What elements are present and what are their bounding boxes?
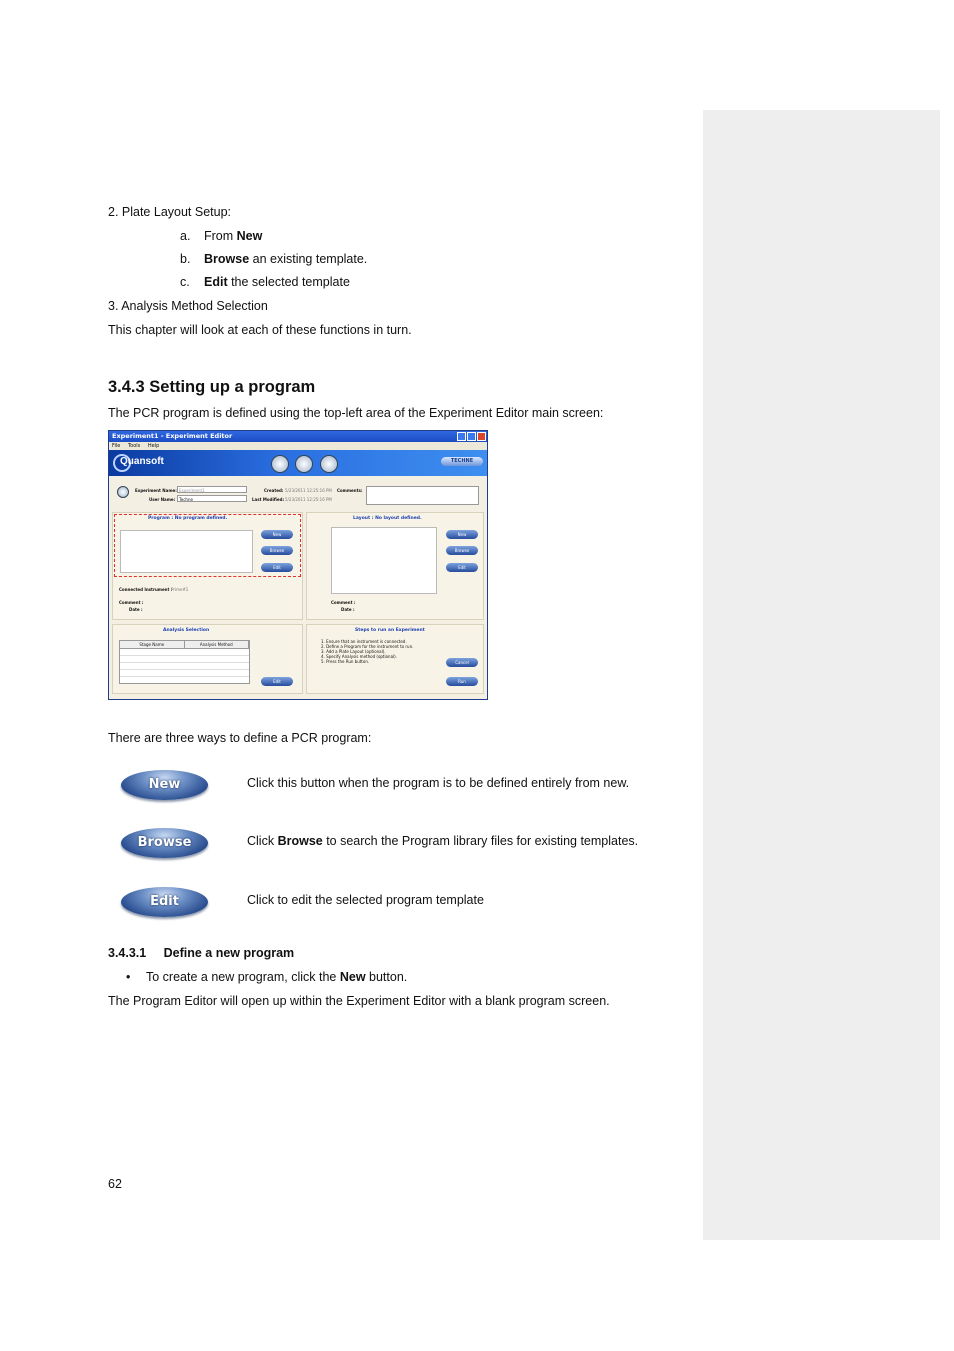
run-button: Run: [446, 677, 478, 686]
instrument-icon: [117, 486, 129, 498]
minimize-icon: [457, 432, 466, 441]
browse-description: [247, 834, 638, 849]
created-label: Created:: [264, 488, 284, 493]
connected-instrument-label: Connected Instrument :: [119, 587, 173, 592]
subsection-heading: 3.4.3.1 Define a new program: [108, 946, 295, 960]
layout-edit-button: Edit: [446, 563, 478, 572]
layout-title: Layout : No layout defined.: [353, 516, 422, 521]
page-number: 62: [108, 1177, 122, 1191]
bullet-icon: •: [126, 970, 131, 984]
list-item-c-marker: c.: [180, 275, 190, 289]
table-row: [120, 663, 249, 670]
program-preview: [120, 530, 253, 573]
created-value: 5/23/2011 12:25:16 PM: [285, 488, 332, 493]
program-new-button: New: [261, 530, 293, 539]
close-icon: [477, 432, 486, 441]
analysis-edit-button: Edit: [261, 677, 293, 686]
menu-help: Help: [147, 443, 160, 449]
program-panel: [112, 512, 303, 620]
analysis-panel: [112, 624, 303, 694]
menu-bar: [109, 442, 487, 450]
layout-panel: [306, 512, 484, 620]
list-item-b-marker: b.: [180, 252, 191, 266]
last-modified-label: Last Modified:: [252, 497, 285, 502]
program-edit-button: Edit: [261, 563, 293, 572]
layout-preview: [331, 527, 437, 594]
browse-description-rest: to search the Program library files for existing templates.: [322, 834, 639, 848]
list-item-a-text: From: [204, 229, 237, 243]
grid-col-analysis-method: Analysis Method: [185, 641, 250, 648]
list-item-c-bold: Edit: [204, 275, 228, 289]
steps-text: 1. Ensure that an instrument is connected. 2. Define a Program for the instrument to run. 3. Add a Plate Layout (optional). 4. Specify Analysis method (optional). 5. Press the Run button.: [321, 639, 414, 664]
section-heading: 3.4.3 Setting up a program: [108, 378, 316, 396]
user-name-label: User Name:: [149, 497, 176, 502]
ways-intro: There are three ways to define a PCR program:: [108, 731, 372, 745]
menu-tools: Tools: [127, 443, 141, 449]
cancel-button: Cancel: [446, 658, 478, 667]
brand-logo: TECHNE: [441, 457, 483, 466]
grid-col-stage-name: Stage Name: [120, 641, 185, 648]
bullet-text-rest: button.: [365, 970, 408, 984]
comments-field: [366, 486, 479, 505]
app-banner: [109, 450, 487, 476]
layout-browse-button: Browse: [446, 546, 478, 555]
program-browse-button: Browse: [261, 546, 293, 555]
table-row: [120, 656, 249, 663]
list-item-b-bold: Browse: [204, 252, 250, 266]
edit-button-image: Edit: [121, 887, 208, 917]
steps-title: Steps to run an Experiment: [355, 628, 425, 633]
list-item-c: [204, 275, 350, 290]
experiment-name-field: Experiment1: [177, 486, 247, 493]
new-description: Click this button when the program is to be defined entirely from new.: [247, 776, 630, 790]
layout-comment-label: Comment :: [331, 600, 356, 605]
browse-button-image: Browse: [121, 828, 208, 858]
save-icon: [295, 455, 313, 473]
closing-text: The Program Editor will open up within the Experiment Editor with a blank program screen.: [108, 994, 610, 1008]
last-modified-value: 5/23/2011 12:25:16 PM: [285, 497, 332, 502]
bullet-text-pre: To create a new program, click the: [146, 970, 340, 984]
list-item-3: 3. Analysis Method Selection: [108, 299, 268, 313]
new-file-icon: [271, 455, 289, 473]
window-title: Experiment1 - Experiment Editor: [112, 432, 233, 440]
chapter-note: This chapter will look at each of these functions in turn.: [108, 323, 412, 337]
program-title: Program : No program defined.: [148, 516, 228, 521]
comments-label: Comments:: [337, 488, 363, 493]
section-intro: The PCR program is defined using the top-left area of the Experiment Editor main screen:: [108, 406, 604, 420]
list-item-c-text: the selected template: [227, 275, 350, 289]
program-date-label: Date :: [129, 607, 143, 612]
analysis-title: Analysis Selection: [163, 628, 210, 633]
bullet-text-bold: New: [339, 970, 366, 984]
maximize-icon: [467, 432, 476, 441]
list-item-a: [204, 229, 262, 244]
table-row: [120, 649, 249, 656]
layout-date-label: Date :: [341, 607, 355, 612]
program-comment-label: Comment :: [119, 600, 144, 605]
window-controls: [457, 432, 486, 441]
list-item-a-marker: a.: [180, 229, 191, 243]
experiment-name-label: Experiment Name:: [135, 488, 177, 493]
list-item-a-bold: New: [236, 229, 263, 243]
edit-description: Click to edit the selected program template: [247, 893, 484, 907]
browse-description-bold: Browse: [277, 834, 323, 848]
table-row: [120, 670, 249, 677]
list-item-b: [204, 252, 367, 267]
list-item-2: 2. Plate Layout Setup:: [108, 205, 232, 219]
browse-description-pre: Click: [247, 834, 278, 848]
experiment-info: [109, 478, 487, 508]
bullet-text: [146, 970, 407, 985]
list-item-b-text: an existing template.: [249, 252, 368, 266]
layout-new-button: New: [446, 530, 478, 539]
comment-margin: [703, 110, 940, 1240]
experiment-editor-screenshot: [108, 430, 488, 700]
window-titlebar: [109, 431, 487, 442]
steps-panel: [306, 624, 484, 694]
user-name-field: Techne: [177, 495, 247, 502]
menu-file: File: [112, 443, 121, 449]
analysis-grid: [119, 640, 250, 684]
app-logo: Quansoft: [120, 456, 164, 467]
connected-instrument-value: Prime#1: [171, 587, 189, 592]
new-button-image: New: [121, 770, 208, 800]
save-as-icon: [320, 455, 338, 473]
analysis-grid-header: [120, 641, 249, 649]
